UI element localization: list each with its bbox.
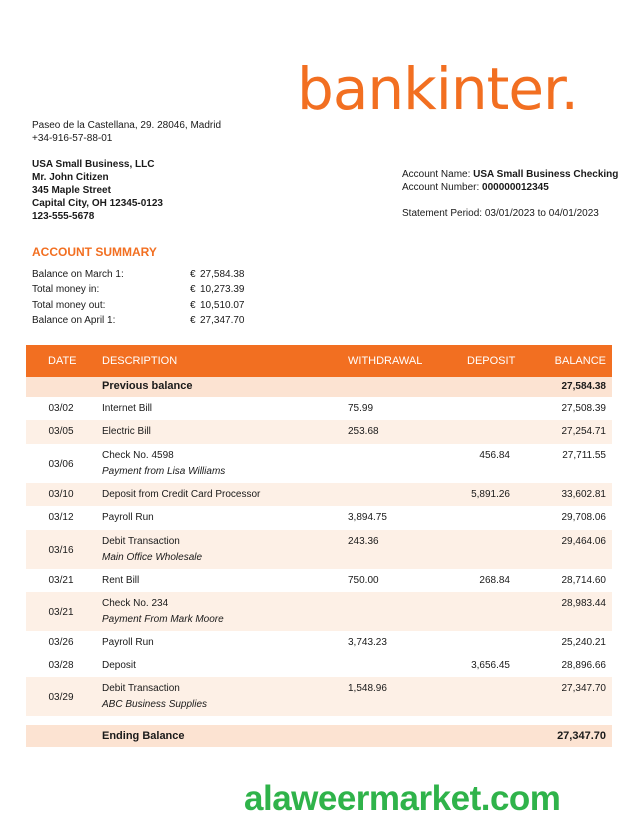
previous-balance-label: Previous balance bbox=[102, 380, 193, 392]
row-date: 03/16 bbox=[48, 545, 74, 556]
row-description-main: Debit Transaction bbox=[102, 536, 180, 547]
row-balance: 27,508.39 bbox=[561, 403, 606, 414]
row-description bbox=[102, 489, 260, 500]
row-balance: 25,240.21 bbox=[561, 637, 606, 648]
row-description-main: Check No. 4598 bbox=[102, 450, 174, 461]
row-description-main: Deposit from Credit Card Processor bbox=[102, 489, 261, 500]
table-row bbox=[26, 397, 612, 420]
row-description-main: Internet Bill bbox=[102, 403, 153, 414]
ending-balance-label: Ending Balance bbox=[102, 730, 185, 742]
header-deposit: DEPOSIT bbox=[467, 355, 516, 367]
watermark: alaweermarket.com bbox=[244, 779, 561, 818]
row-description-sub: Main Office Wholesale bbox=[102, 552, 203, 563]
row-balance: 27,347.70 bbox=[561, 683, 606, 694]
row-date: 03/05 bbox=[48, 426, 74, 437]
row-deposit: 3,656.45 bbox=[471, 660, 510, 671]
previous-balance-value: 27,584.38 bbox=[561, 381, 606, 392]
row-description-main: Deposit bbox=[102, 660, 136, 671]
table-row bbox=[26, 654, 612, 677]
row-date: 03/06 bbox=[48, 459, 74, 470]
row-description-main: Check No. 234 bbox=[102, 598, 169, 609]
row-description bbox=[102, 683, 207, 710]
table-row bbox=[26, 677, 612, 716]
summary-currency: € bbox=[190, 284, 196, 296]
summary-value: 27,347.70 bbox=[200, 314, 245, 326]
row-balance: 28,983.44 bbox=[561, 598, 606, 609]
customer-phone: 123-555-5678 bbox=[32, 211, 95, 222]
account-name: Account Name: USA Small Business Checking bbox=[402, 169, 619, 180]
row-description bbox=[102, 536, 202, 563]
table-header bbox=[26, 345, 612, 377]
header-withdrawal: WITHDRAWAL bbox=[348, 355, 423, 367]
row-withdrawal: 253.68 bbox=[348, 426, 379, 437]
table-row bbox=[26, 444, 612, 483]
row-balance: 28,896.66 bbox=[561, 660, 606, 671]
bank-address bbox=[32, 119, 221, 145]
row-balance: 27,254.71 bbox=[561, 426, 606, 437]
row-withdrawal: 1,548.96 bbox=[348, 683, 387, 694]
summary-currency: € bbox=[190, 299, 196, 311]
bank-address-line: Paseo de la Castellana, 29. 28046, Madrid bbox=[32, 120, 222, 131]
row-description-main: Debit Transaction bbox=[102, 683, 180, 694]
row-description bbox=[102, 512, 154, 523]
summary-value: 27,584.38 bbox=[200, 269, 245, 280]
summary-row bbox=[32, 300, 262, 315]
row-date: 03/29 bbox=[48, 692, 74, 703]
statement-period: Statement Period: 03/01/2023 to 04/01/2023 bbox=[402, 208, 599, 219]
header-description: DESCRIPTION bbox=[102, 355, 178, 367]
row-description-main: Payroll Run bbox=[102, 512, 154, 523]
summary-row bbox=[32, 269, 262, 284]
row-deposit: 268.84 bbox=[479, 575, 510, 586]
customer-address bbox=[32, 158, 163, 223]
row-description-main: Electric Bill bbox=[102, 426, 151, 437]
account-info bbox=[402, 168, 618, 194]
table-row bbox=[26, 506, 612, 530]
summary-currency: € bbox=[190, 269, 196, 280]
table-row bbox=[26, 631, 612, 654]
row-withdrawal: 750.00 bbox=[348, 575, 379, 586]
summary-currency: € bbox=[190, 314, 196, 326]
table-row bbox=[26, 569, 612, 592]
row-deposit: 456.84 bbox=[479, 450, 510, 461]
summary-row bbox=[32, 284, 262, 299]
row-balance: 27,711.55 bbox=[562, 450, 606, 461]
row-description bbox=[102, 637, 154, 648]
row-description bbox=[102, 426, 151, 437]
row-description-sub: Payment from Lisa Williams bbox=[102, 466, 226, 477]
row-date: 03/02 bbox=[48, 403, 74, 414]
row-description-main: Rent Bill bbox=[102, 575, 140, 586]
account-summary-title: ACCOUNT SUMMARY bbox=[32, 245, 157, 259]
row-withdrawal: 75.99 bbox=[348, 403, 374, 414]
account-number: Account Number: 000000012345 bbox=[402, 182, 549, 193]
summary-value: 10,510.07 bbox=[200, 299, 245, 311]
row-date: 03/26 bbox=[48, 637, 74, 648]
previous-balance-row bbox=[26, 377, 612, 397]
customer-name: Mr. John Citizen bbox=[32, 172, 109, 183]
row-balance: 29,708.06 bbox=[561, 512, 606, 523]
row-description bbox=[102, 575, 139, 586]
table-row bbox=[26, 530, 612, 569]
row-description bbox=[102, 403, 152, 414]
ending-balance-value: 27,347.70 bbox=[557, 730, 606, 742]
header-balance: BALANCE bbox=[554, 355, 606, 367]
table-row bbox=[26, 420, 612, 444]
summary-value: 10,273.39 bbox=[200, 284, 245, 296]
summary-row bbox=[32, 315, 262, 330]
bankinter-logo: bankinter. bbox=[297, 55, 578, 123]
customer-city: Capital City, OH 12345-0123 bbox=[32, 198, 163, 209]
row-date: 03/12 bbox=[48, 512, 74, 523]
row-description bbox=[102, 660, 136, 671]
row-date: 03/28 bbox=[48, 660, 74, 671]
row-withdrawal: 3,894.75 bbox=[348, 512, 387, 523]
row-date: 03/21 bbox=[48, 575, 74, 586]
ending-balance-row bbox=[26, 725, 612, 747]
bank-phone: +34-916-57-88-01 bbox=[32, 133, 113, 144]
header-date: DATE bbox=[48, 355, 77, 367]
account-summary bbox=[32, 269, 262, 330]
row-description-sub: Payment From Mark Moore bbox=[102, 614, 224, 625]
row-description bbox=[102, 598, 224, 625]
transactions-body bbox=[26, 397, 612, 716]
table-row bbox=[26, 592, 612, 631]
row-deposit: 5,891.26 bbox=[471, 489, 510, 500]
summary-label: Balance on April 1: bbox=[32, 314, 116, 326]
row-description-main: Payroll Run bbox=[102, 637, 154, 648]
customer-street: 345 Maple Street bbox=[32, 185, 111, 196]
row-withdrawal: 243.36 bbox=[348, 536, 379, 547]
summary-label: Total money out: bbox=[32, 299, 106, 311]
row-withdrawal: 3,743.23 bbox=[348, 637, 387, 648]
row-date: 03/10 bbox=[48, 489, 74, 500]
row-description-sub: ABC Business Supplies bbox=[102, 699, 208, 710]
summary-label: Balance on March 1: bbox=[32, 269, 124, 280]
customer-company: USA Small Business, LLC bbox=[32, 159, 155, 170]
row-balance: 28,714.60 bbox=[561, 575, 606, 586]
row-balance: 33,602.81 bbox=[561, 489, 606, 500]
row-description bbox=[102, 450, 225, 477]
row-date: 03/21 bbox=[48, 607, 74, 618]
table-row bbox=[26, 483, 612, 506]
transactions-table bbox=[26, 345, 612, 747]
summary-label: Total money in: bbox=[32, 284, 100, 296]
row-balance: 29,464.06 bbox=[561, 536, 606, 547]
